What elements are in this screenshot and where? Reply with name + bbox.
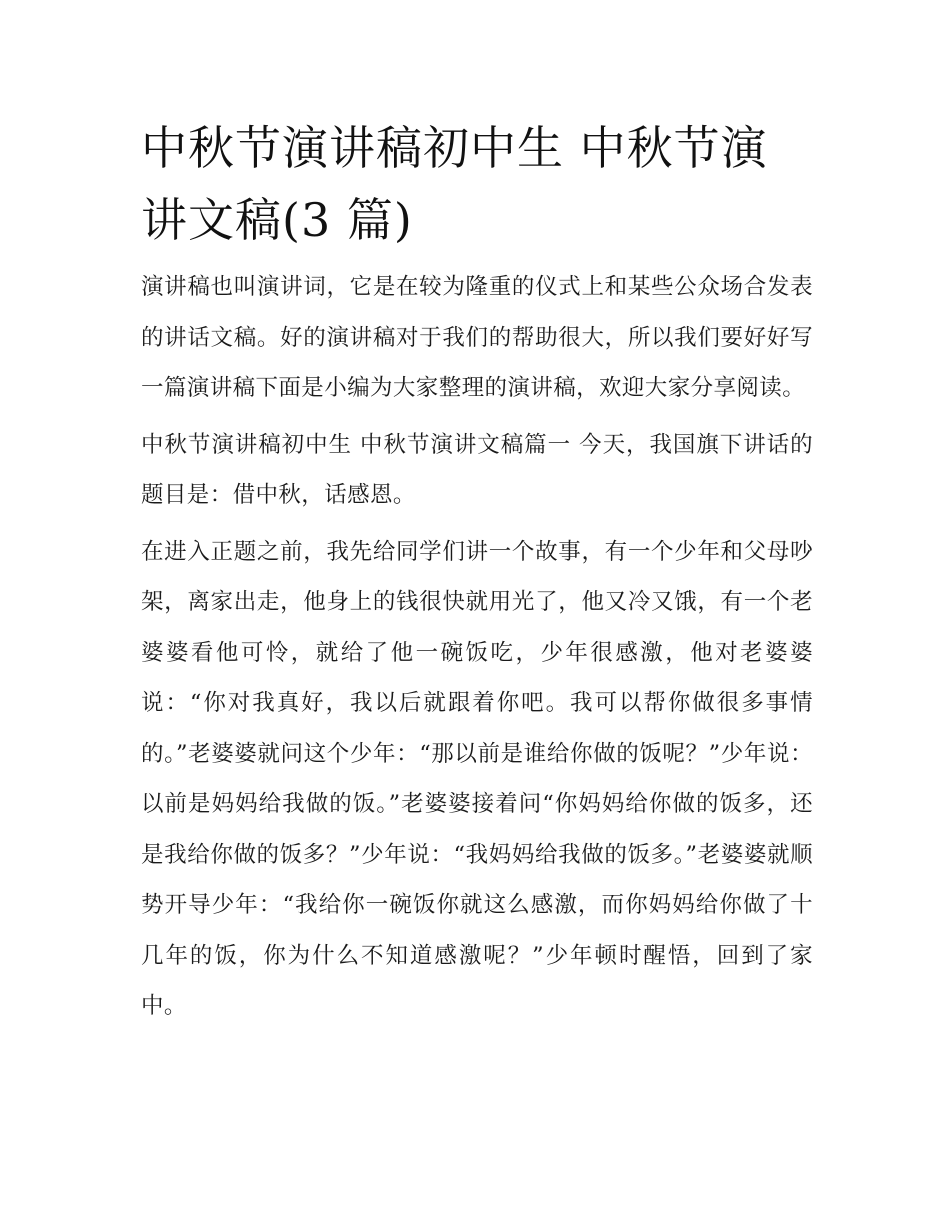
intro-paragraph: 演讲稿也叫演讲词，它是在较为隆重的仪式上和某些公众场合发表的讲话文稿。好的演讲稿对于我们的帮助很大，所以我们要好好写一篇演讲稿下面是小编为大家整理的演讲稿，欢迎大家分享阅读。 [141,274,813,401]
document-title: 中秋节演讲稿初中生 中秋节演讲文稿(3 篇) [141,121,768,247]
story-paragraph: 在进入正题之前，我先给同学们讲一个故事，有一个少年和父母吵架，离家出走，他身上的钱很快就用光了，他又冷又饿，有一个老婆婆看他可怜，就给了他一碗饭吃，少年很感激，他对老婆婆说：“你对我真好，我以后就跟着你吧。我可以帮你做很多事情的。”老婆婆就问这个少年：“那以前是谁给你做的饭呢？”少年说：以前是妈妈给我做的饭。”老婆婆接着问“你妈妈给你做的饭多，还是我给你做的饭多？”少年说：“我妈妈给我做的饭多。”老婆婆就顺势开导少年：“我给你一碗饭你就这么感激，而你妈妈给你做了十几年的饭，你为什么不知道感激呢？”少年顿时醒悟，回到了家中。 [141,538,813,1019]
document-page [141,112,813,1032]
section-heading-paragraph: 中秋节演讲稿初中生 中秋节演讲文稿篇一 今天，我国旗下讲话的题目是：借中秋，话感恩。 [141,431,813,508]
